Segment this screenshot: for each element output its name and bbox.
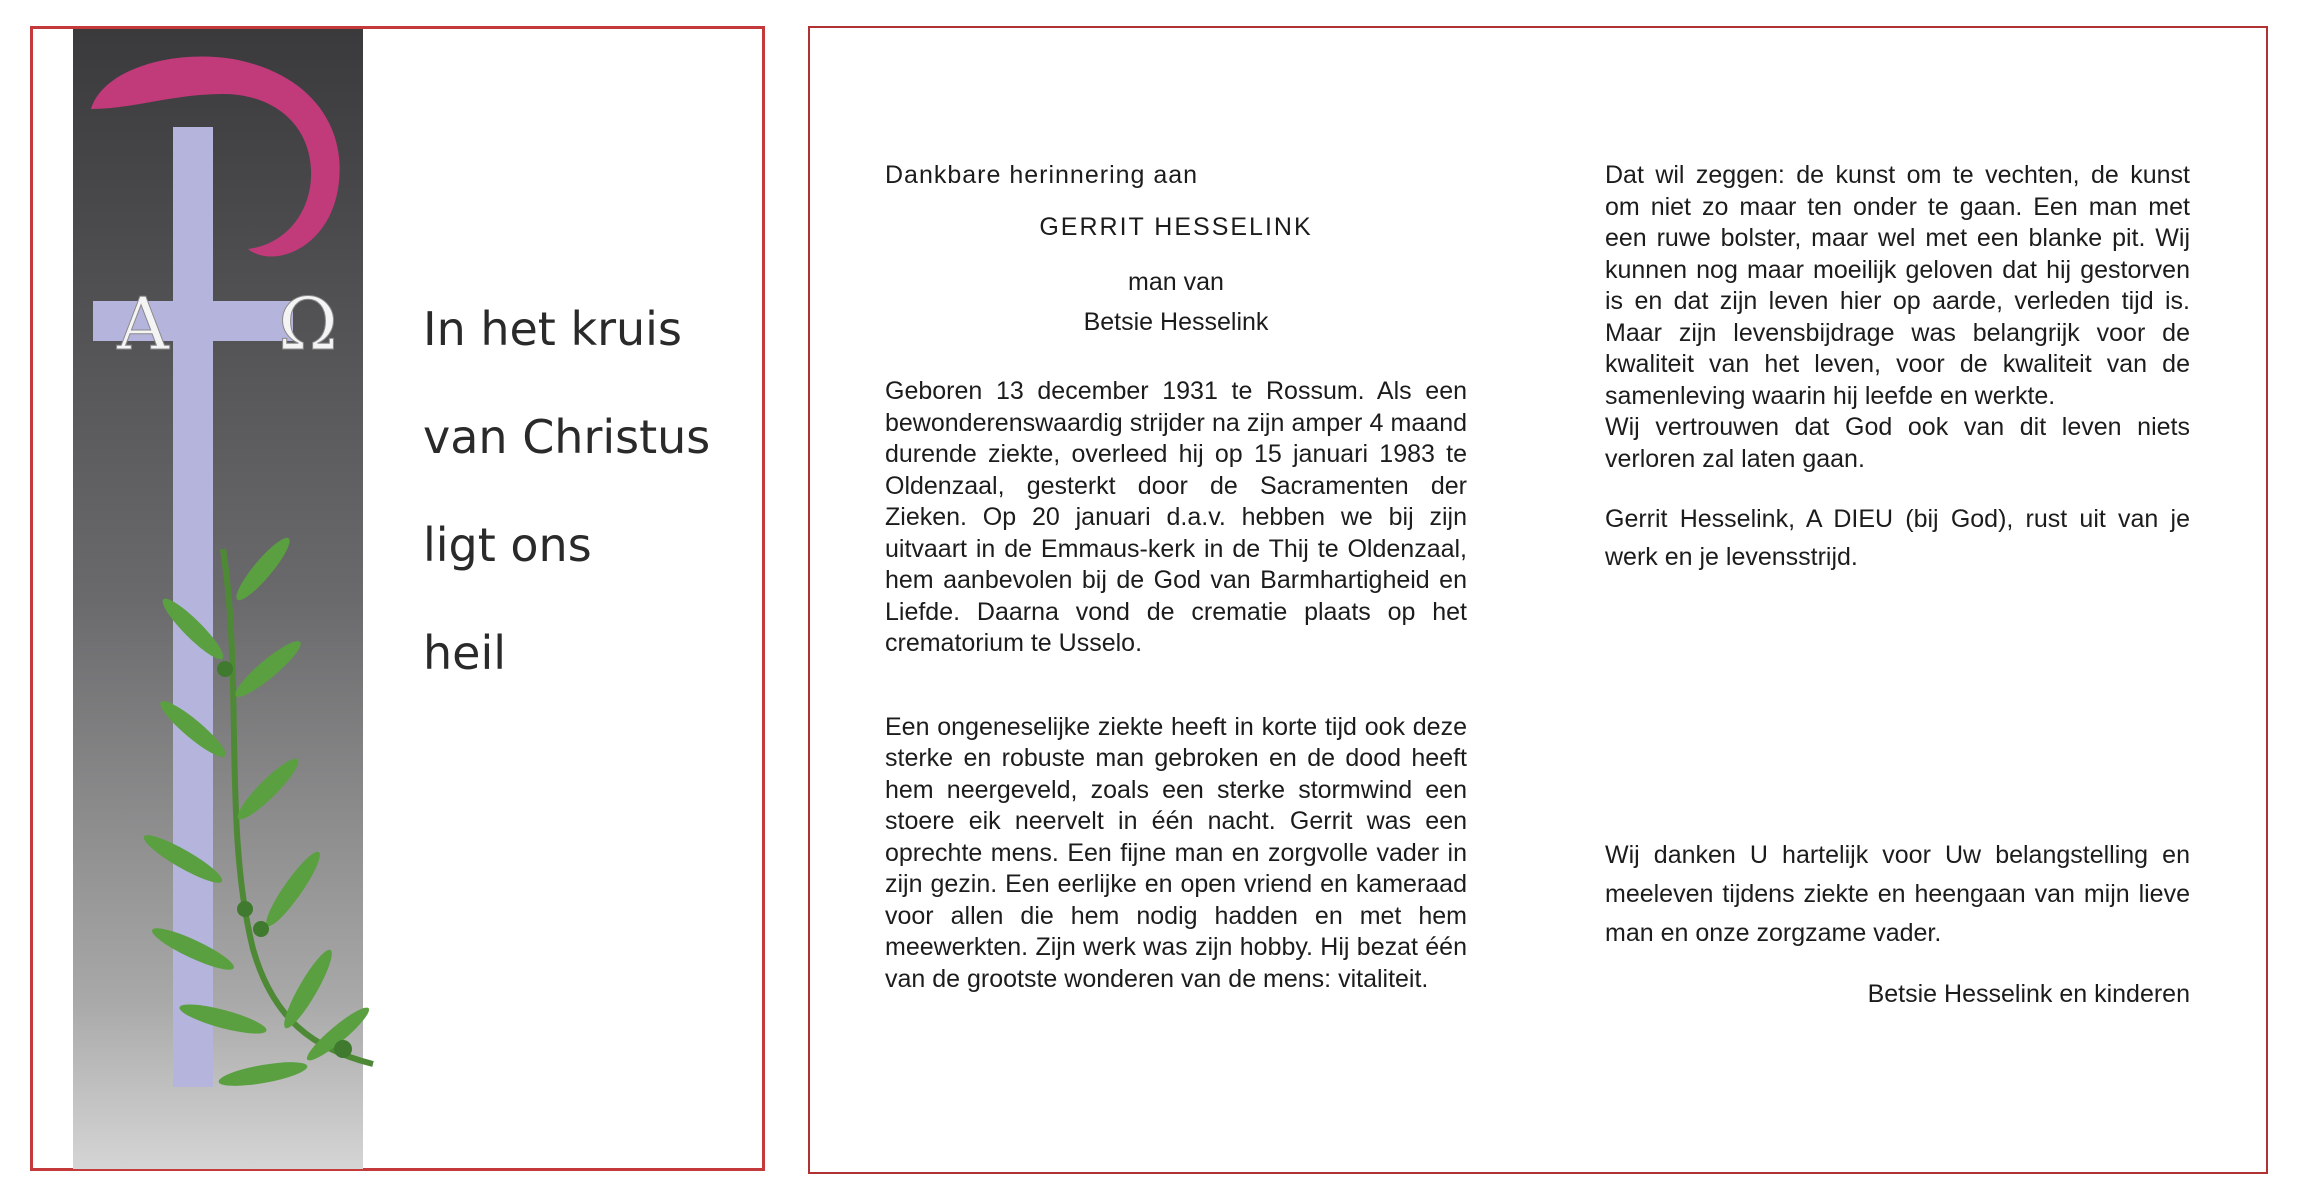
- reflection-paragraph: Dat wil zeggen: de kunst om te vechten, de kunst om niet zo maar ten onder te gaan. Een man met een ruwe bolster, maar wel met een blanke pit. Wij kunnen nog maar moeilijk geloven dat hij gestorven is en dat zijn leven hier op aarde, verleden tijd is. Maar zijn levensbijdrage was belangrijk voor de kwaliteit van het leven, voor de kwaliteit van de samenleving waarin hij leefde en werkte.: [1605, 161, 2190, 410]
- thanks-paragraph: Wij danken U hartelijk voor Uw belangstelling en meeleven tijdens ziekte en heengaan van mijn lieve man en onze zorgzame vader.: [1605, 841, 2190, 947]
- front-panel: [30, 26, 765, 1171]
- card-heading: Dankbare herinnering aan: [885, 161, 1199, 189]
- motto-line-3: ligt ons: [423, 518, 592, 572]
- motto-line-4: heil: [423, 626, 507, 680]
- motto-line-1: In het kruis: [423, 302, 682, 356]
- biography-paragraph: Geboren 13 december 1931 te Rossum. Als een bewonderenswaardig strijder na zijn amper 4 maand durende ziekte, overleed hij op 15 januari 1983 te Oldenzaal, gesterkt door de Sacramenten der Zieken. Op 20 januari d.a.v. hebben we bij zijn uitvaart in de Emmaus-kerk in de Thij te Oldenzaal, hem aanbevolen bij de God van Barmhartigheid en Liefde. Daarna vond de crematie plaats op het crematorium te Usselo.: [885, 377, 1467, 657]
- right-column: [1605, 140, 2190, 1011]
- farewell-paragraph: Gerrit Hesselink, A DIEU (bij God), rust uit van je werk en je levensstrijd.: [1605, 505, 2190, 571]
- cross-illustration: [73, 29, 398, 1169]
- alpha-symbol: Α: [117, 282, 169, 366]
- motto-text: [423, 299, 710, 731]
- deceased-name: GERRIT HESSELINK: [1039, 212, 1313, 241]
- signature: Betsie Hesselink en kinderen: [1867, 980, 2190, 1008]
- spouse-name: Betsie Hesselink: [1083, 307, 1269, 336]
- omega-symbol: Ω: [278, 282, 338, 366]
- motto-line-2: van Christus: [423, 410, 711, 464]
- tribute-paragraph: Een ongeneselijke ziekte heeft in korte tijd ook deze sterke en robuste man gebroken en de dood heeft hem neergeveld, zoals een sterke stormwind een stoere eik neervelt in één nacht. Gerrit was een oprechte mens. Een fijne man en zorgvolle vader in zijn gezin. Een eerlijke en open vriend en kameraad voor allen die hem nodig hadden en met hem meewerkten. Zijn werk was zijn hobby. Hij bezat één van de grootste wonderen van de mens: vitaliteit.: [885, 712, 1467, 993]
- relation-text: man van: [1128, 268, 1224, 296]
- left-column: [885, 140, 1467, 995]
- inside-panel: [808, 26, 2268, 1174]
- faith-paragraph: Wij vertrouwen dat God ook van dit leven niets verloren zal laten gaan.: [1605, 413, 2190, 473]
